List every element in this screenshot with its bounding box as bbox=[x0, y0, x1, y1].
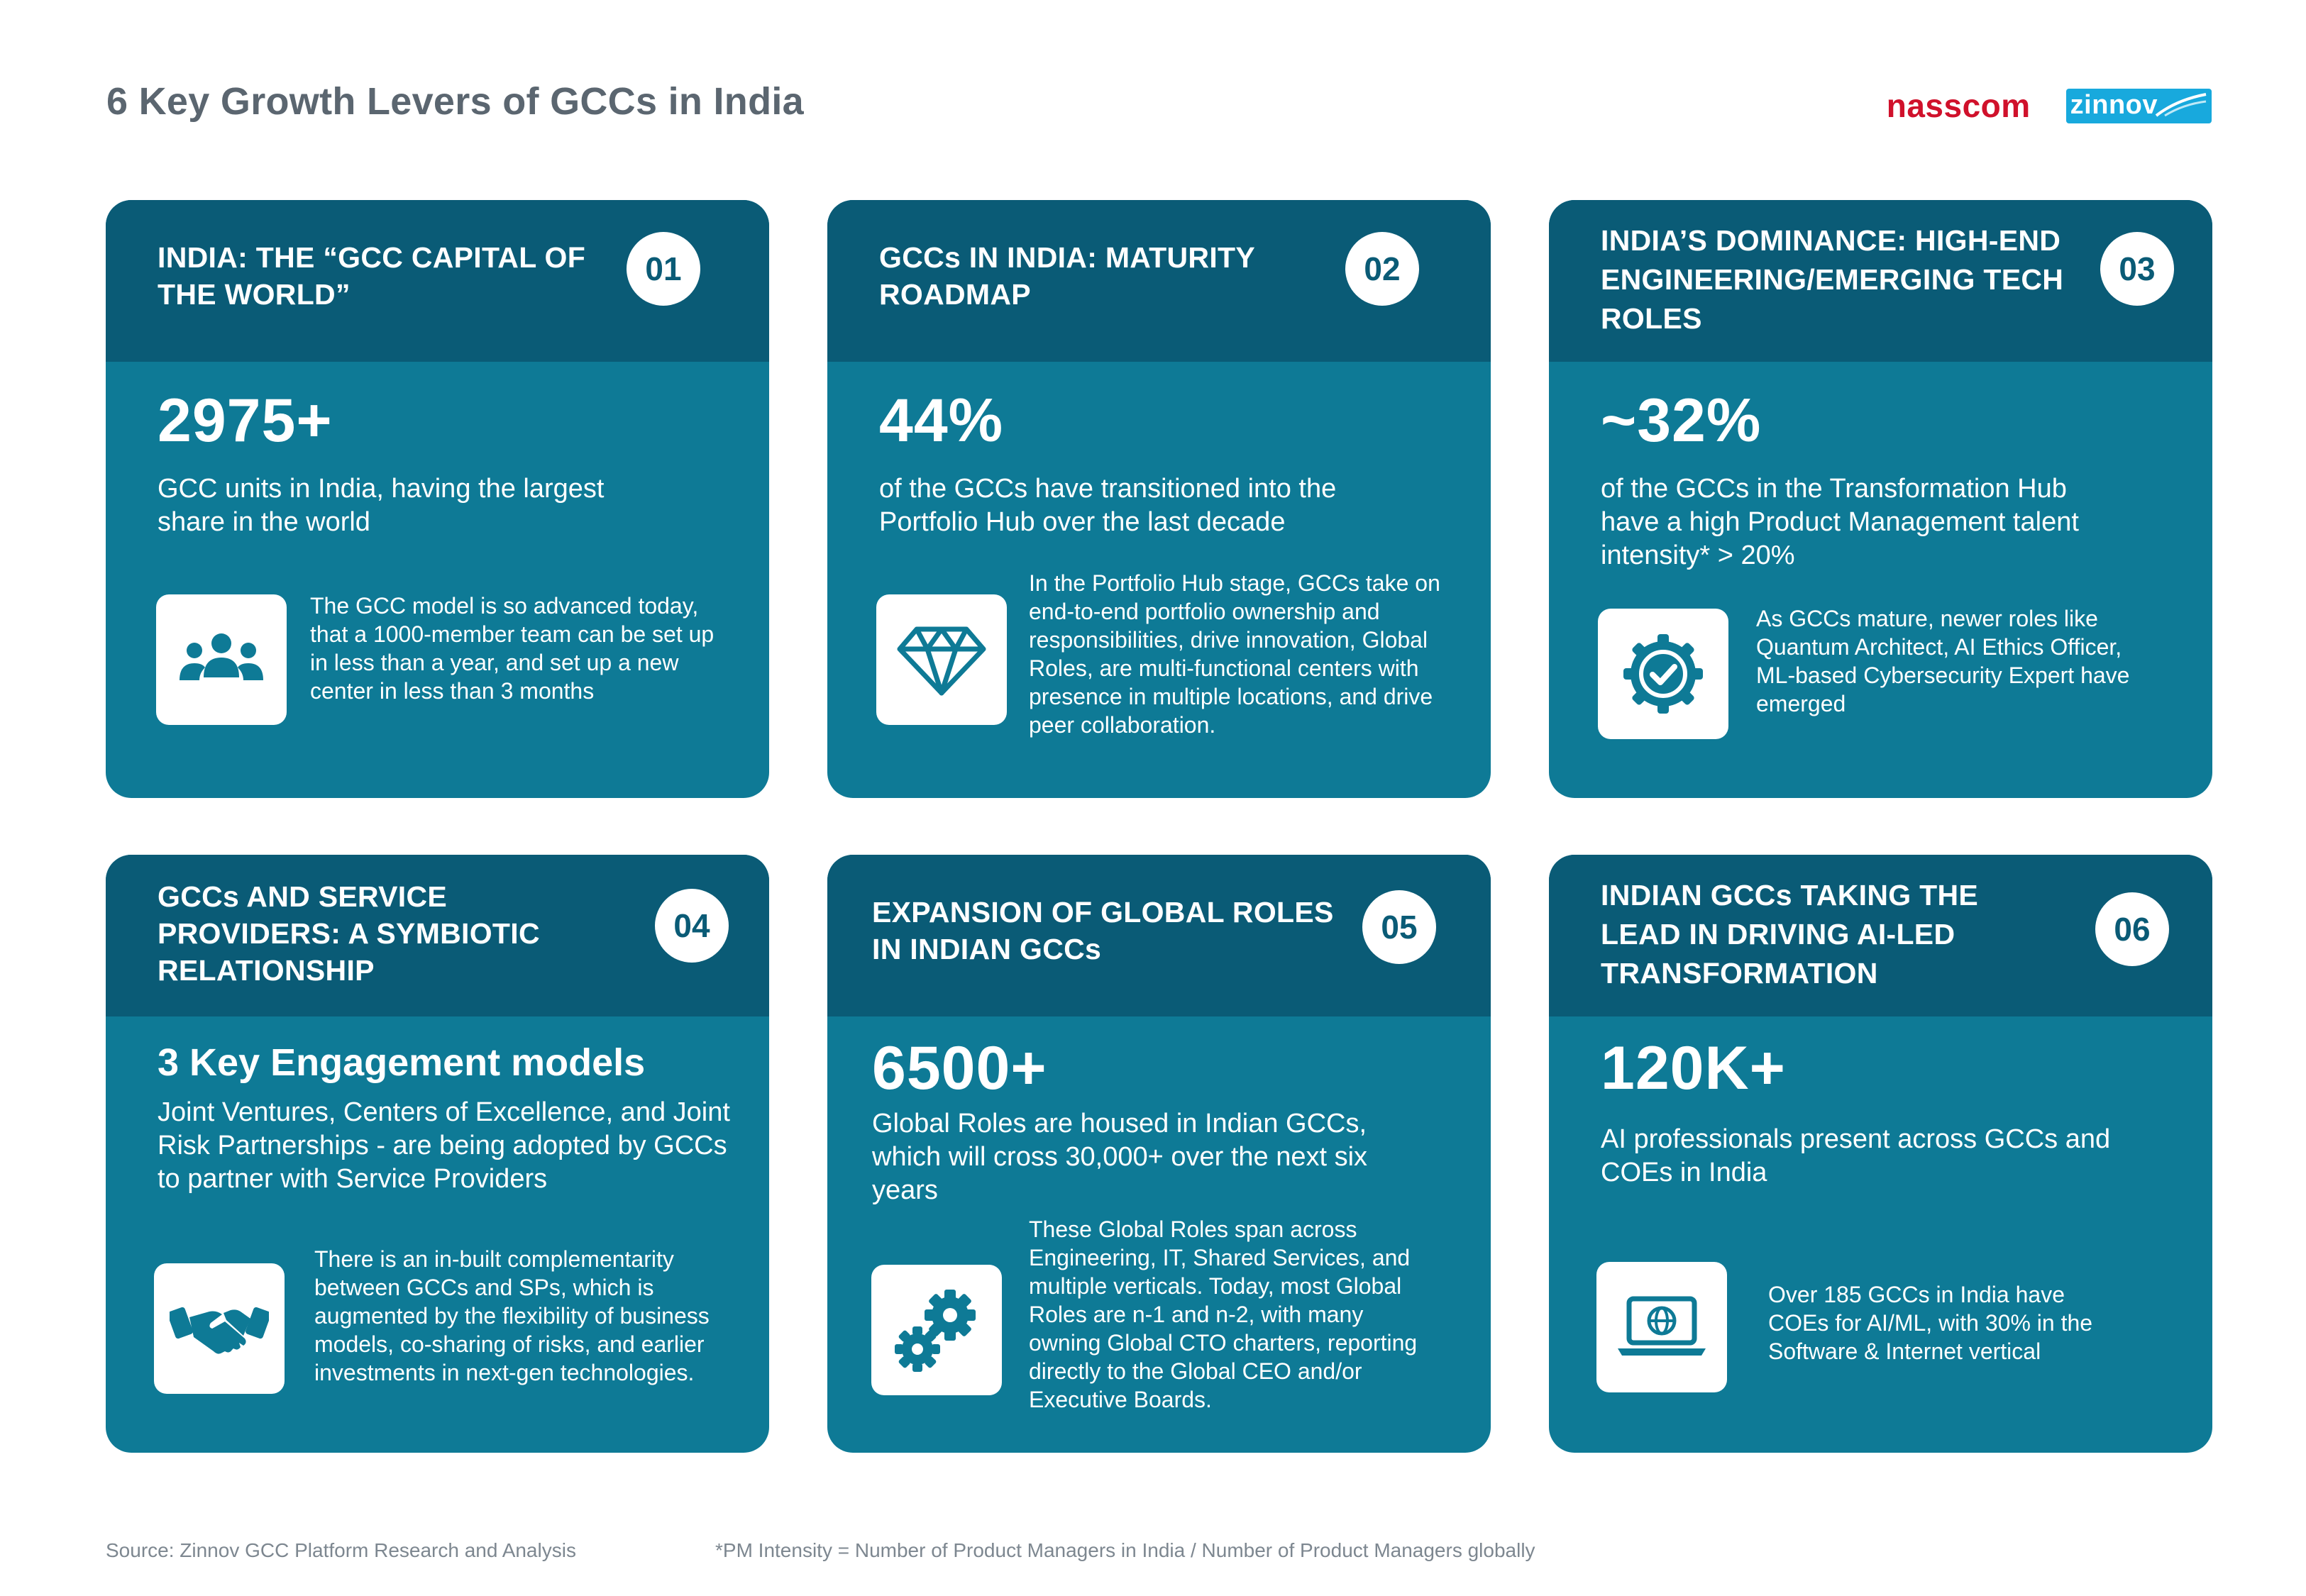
nasscom-logo: nasscom bbox=[1886, 87, 2031, 124]
detail-note: As GCCs mature, newer roles like Quantum Architect, AI Ethics Officer, ML-based Cybersecurity Expert have emerged bbox=[1756, 606, 2130, 716]
stat-value: 3 Key Engagement models bbox=[158, 1041, 646, 1084]
card-04 bbox=[106, 855, 769, 1453]
card-01 bbox=[106, 200, 769, 798]
number-badge: 02 bbox=[1345, 232, 1419, 306]
number-badge: 01 bbox=[627, 232, 700, 306]
icon-box bbox=[1598, 609, 1728, 739]
stat-description: Joint Ventures, Centers of Excellence, and Joint Risk Partnerships - are being adopted by GCCs to partner with Service Providers bbox=[158, 1097, 730, 1194]
gears-icon bbox=[890, 1284, 983, 1376]
number-badge: 03 bbox=[2100, 232, 2174, 306]
laptop-globe-icon bbox=[1612, 1292, 1711, 1363]
card-title: INDIA’S DOMINANCE: HIGH-END ENGINEERING/EMERGING TECH ROLES bbox=[1601, 224, 2064, 335]
stat-description: of the GCCs have transitioned into the Portfolio Hub over the last decade bbox=[879, 474, 1337, 537]
card-title: GCCs AND SERVICE PROVIDERS: A SYMBIOTIC RELATIONSHIP bbox=[158, 880, 540, 987]
detail-note: Over 185 GCCs in India have COEs for AI/ML, with 30% in the Software & Internet vertical bbox=[1768, 1282, 2093, 1364]
number-badge: 04 bbox=[655, 889, 729, 963]
detail-note: The GCC model is so advanced today, that a 1000-member team can be set up in less than a year, and set up a new center in less than 3 months bbox=[310, 593, 715, 704]
detail-note: These Global Roles span across Engineering, IT, Shared Services, and multiple verticals. Today, most Global Roles are n-1 and n-2, with many owning Global CTO charters, reporting directly to the Global CEO and/or Executive Boards. bbox=[1029, 1217, 1418, 1412]
stat-value: 44% bbox=[879, 387, 1004, 455]
card-06 bbox=[1549, 855, 2212, 1453]
card-05 bbox=[827, 855, 1491, 1453]
card-title: EXPANSION OF GLOBAL ROLES IN INDIAN GCCs bbox=[872, 896, 1334, 965]
stat-value: 6500+ bbox=[872, 1034, 1047, 1102]
stat-description: of the GCCs in the Transformation Hub have a high Product Management talent intensity* > 20% bbox=[1601, 474, 2079, 570]
detail-note: In the Portfolio Hub stage, GCCs take on end-to-end portfolio ownership and responsibilities, drive innovation, Global Roles, are multi-functional centers with presence in multiple locations, and drive peer collaboration. bbox=[1029, 570, 1440, 738]
detail-note: There is an in-built complementarity between GCCs and SPs, which is augmented by the flexibility of business models, co-sharing of risks, and earlier investments in next-gen technologies. bbox=[314, 1246, 710, 1385]
zinnov-logo-text: zinnov bbox=[2070, 89, 2158, 120]
zinnov-swoosh-icon bbox=[2152, 90, 2209, 118]
stat-description: GCC units in India, having the largest share in the world bbox=[158, 474, 605, 537]
icon-box bbox=[876, 594, 1007, 725]
stat-description: Global Roles are housed in Indian GCCs, which will cross 30,000+ over the next six years bbox=[872, 1109, 1368, 1205]
card-title: GCCs IN INDIA: MATURITY ROADMAP bbox=[879, 241, 1255, 311]
stat-value: 120K+ bbox=[1601, 1034, 1786, 1102]
icon-box bbox=[1596, 1262, 1727, 1392]
card-title: INDIAN GCCs TAKING THE LEAD IN DRIVING AI-LED TRANSFORMATION bbox=[1601, 879, 1979, 990]
icon-box bbox=[154, 1263, 285, 1394]
card-02 bbox=[827, 200, 1491, 798]
card-03 bbox=[1549, 200, 2212, 798]
icon-box bbox=[156, 594, 287, 725]
number-badge: 06 bbox=[2095, 892, 2169, 966]
zinnov-logo bbox=[2066, 89, 2212, 123]
source-note: Source: Zinnov GCC Platform Research and Analysis bbox=[106, 1539, 576, 1561]
stat-value: ~32% bbox=[1601, 387, 1762, 455]
icon-box bbox=[871, 1265, 1002, 1395]
page-title: 6 Key Growth Levers of GCCs in India bbox=[106, 80, 805, 123]
diamond-icon bbox=[895, 621, 988, 699]
card-title: INDIA: THE “GCC CAPITAL OF THE WORLD” bbox=[158, 241, 586, 311]
stat-description: AI professionals present across GCCs and COEs in India bbox=[1601, 1124, 2111, 1187]
logos bbox=[1887, 87, 2212, 125]
stat-value: 2975+ bbox=[158, 387, 333, 455]
verified-badge-icon bbox=[1619, 630, 1707, 718]
footnote: *PM Intensity = Number of Product Managers in India / Number of Product Managers globally bbox=[715, 1539, 1535, 1561]
handshake-icon bbox=[170, 1293, 269, 1364]
people-group-icon bbox=[175, 628, 267, 692]
number-badge: 05 bbox=[1362, 890, 1436, 964]
